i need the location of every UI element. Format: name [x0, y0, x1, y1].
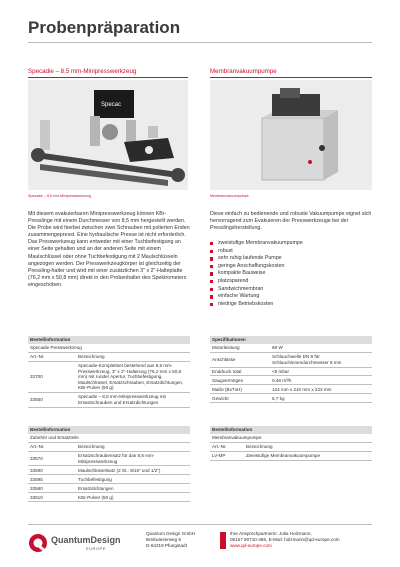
page-title: Probenpräparation	[28, 18, 181, 37]
pump-features-list	[210, 240, 372, 308]
spec-label: Anschlüsse	[210, 352, 270, 367]
table-row	[210, 352, 372, 367]
order-table-accessories	[28, 426, 190, 502]
table-row	[210, 385, 372, 394]
company-address	[146, 531, 195, 548]
left-photo-caption: Specadie – 8,5 mm-Minipresswerkzeug	[28, 194, 91, 198]
spec-value: 124 mm x 210 mm x 223 mm	[270, 385, 372, 394]
description-cell: Ersatzdichtungen	[76, 484, 190, 493]
website-link[interactable]: www.qd-europe.com	[230, 542, 272, 548]
art-nr-cell: 33550	[28, 393, 76, 408]
table-row	[28, 484, 190, 493]
spec-label: Enddruck total	[210, 367, 270, 376]
table-title: Bestellinformation	[28, 336, 190, 344]
brand-sub: EUROPE	[86, 546, 106, 551]
spec-value: 5,7 kg	[270, 394, 372, 403]
table-subtitle: Zubehör und Ersatzteile	[28, 434, 190, 443]
spec-label: Motorleistung	[210, 344, 270, 352]
brand-name: QuantumDesign	[51, 535, 121, 545]
column-header: Bezeichnung	[76, 353, 190, 361]
spec-value: <8 mbar	[270, 367, 372, 376]
table-header-row	[210, 443, 372, 451]
spec-value: 68 W	[270, 344, 372, 352]
contact-accent-bar	[220, 532, 226, 549]
description-cell: Maulschlüsselsatz (2 St.: 9/16" und 1/2")	[76, 466, 190, 475]
table-row	[28, 451, 190, 466]
company-name: Quantum Design GmbH	[146, 531, 196, 536]
specadie-photo	[28, 80, 188, 190]
specadie-description: Mit diesem evakuierbaren Minipresswerkzeug können KBr-Presslinge mit einem Durchmesser von 8,5 mm hergestellt werden. Die Probe wird hierbei zwischen zwei Schrauben mit polierten Enden zusammengepresst. Eine hydraulische Presse ist nicht erforderlich. Das Presswerkzeug kann entweder mit einer Tuchbefestigung an einer Seite gehalten und an der anderen Seite mit einem Maulschlüssel oder ohne Tuchbefestigung mit 2 Maulschlüsseln angezogen werden. Der Presswerkzeugkörper ist gleichzeitig der Pressling-halter und wird mit einer zusätzlichen 3" x 2"-Halteplatte (76,2 mm x 50,8 mm) direkt in den Probenhalter des Spektrometers eingeschoben.	[28, 211, 190, 288]
right-section-heading: Membranvakuumpumpe	[210, 68, 277, 75]
table-title: Bestellinformation	[210, 426, 372, 434]
contact-phone-email[interactable]: 06157 80710-486, E-Mail: holzmann@qd-europe.com	[230, 536, 340, 542]
list-item: kompakte Bauweise	[210, 270, 372, 278]
table-title: Bestellinformation	[28, 426, 190, 434]
list-item: niedrige Betriebskosten	[210, 301, 372, 309]
description-cell: Specadie-Komplettset bestehend aus 8,5 mm-Presswerkzeug, 3" x 2"-Halterung (76,2 mm x 50,8 mm) mit runder Apertur, Tuchbefestigung, Maulschlüssel, Ersatzschrauben, Ersatzdichtungen, KBr-Pulver (50 g)	[76, 361, 190, 392]
art-nr-cell: 33580	[28, 484, 76, 493]
right-section-rule	[210, 77, 372, 78]
table-row	[210, 367, 372, 376]
art-nr-cell: LV-MP	[210, 451, 244, 460]
table-row	[210, 394, 372, 403]
contact-person: Ihre Ansprechpartnerin: Julia Holzmann,	[230, 531, 312, 536]
table-row	[210, 376, 372, 385]
list-item: Sandwichmembran	[210, 286, 372, 294]
art-nr-cell: 33595	[28, 475, 76, 484]
specadie-tool-illustration	[28, 80, 188, 190]
table-header-row	[28, 443, 190, 451]
vacuum-pump-illustration	[210, 80, 372, 190]
art-nr-cell: 33590	[28, 466, 76, 475]
company-logo	[28, 532, 138, 556]
table-row	[28, 493, 190, 502]
quantum-design-logo-icon	[28, 533, 48, 553]
list-item: einfache Wartung	[210, 293, 372, 301]
specifications-table	[210, 336, 372, 403]
table-row	[210, 344, 372, 352]
spec-label: Gewicht	[210, 394, 270, 403]
list-item: zweistufige Membranvakuumpumpe	[210, 240, 372, 248]
product-label: Specac	[101, 102, 122, 108]
art-nr-cell: 33700	[28, 361, 76, 392]
list-item: robust	[210, 248, 372, 256]
description-cell: Specadie – 8,5 mm-Minipresswerkzeug mit Ersatzschrauben und Ersatzdichtungen	[76, 393, 190, 408]
table-title: Spezifikationen	[210, 336, 372, 344]
table-subtitle: Specadie Presswerkzeug	[28, 344, 190, 353]
table-row	[28, 466, 190, 475]
company-street: Breitwieserweg 9	[146, 536, 181, 542]
table-row	[28, 475, 190, 484]
order-table-pump	[210, 426, 372, 461]
spec-value: 0,48 m³/h	[270, 376, 372, 385]
art-nr-cell: 33610	[28, 493, 76, 502]
table-subtitle: Membranvakuumpumpe	[210, 434, 372, 443]
list-item: geringe Anschaffungskosten	[210, 263, 372, 271]
pump-description: Diese einfach zu bedienende und robuste Vakuumpumpe eignet sich hervorragend zum Evakuieren der Presswerkzeuge bei der Presslingsherstellung.	[210, 211, 372, 232]
list-item: sehr ruhig laufende Pumpe	[210, 255, 372, 263]
column-header: Bezeichnung	[76, 443, 190, 451]
contact-info	[230, 531, 340, 548]
column-header: Bezeichnung	[244, 443, 372, 451]
order-table-specadie	[28, 336, 190, 408]
description-cell: Tuchbefestigung	[76, 475, 190, 484]
description-cell: Zweistufige Membranvakuumpumpe	[244, 451, 372, 460]
description-cell: KBr-Pulver (50 g)	[76, 493, 190, 502]
column-header: Art.-Nr.	[28, 443, 76, 451]
left-section-rule	[28, 77, 188, 78]
description-cell: Ersatzschraubensatz für das 8,5 mm-Minipresswerkzeug	[76, 451, 190, 466]
table-row	[28, 393, 190, 408]
table-row	[210, 451, 372, 460]
spec-label: Maße (BxTxH)	[210, 385, 270, 394]
spec-value: Schlauchwelle DN 8 für Schlauchinnendurchmesser 8 mm	[270, 352, 372, 367]
pump-photo	[210, 80, 372, 190]
company-city: D-64319 Pfungstadt	[146, 542, 187, 548]
title-divider	[28, 42, 372, 43]
table-row	[28, 361, 190, 392]
right-photo-caption: Membranvakuumpumpe	[210, 194, 249, 198]
art-nr-cell: 33570	[28, 451, 76, 466]
list-item: platzsparend	[210, 278, 372, 286]
column-header: Art.-Nr.	[210, 443, 244, 451]
spec-label: Saugvermögen	[210, 376, 270, 385]
column-header: Art.-Nr.	[28, 353, 76, 361]
table-header-row	[28, 353, 190, 361]
footer-divider	[28, 524, 372, 525]
left-section-heading: Specadie – 8,5 mm-Minipresswerkzeug	[28, 68, 137, 75]
